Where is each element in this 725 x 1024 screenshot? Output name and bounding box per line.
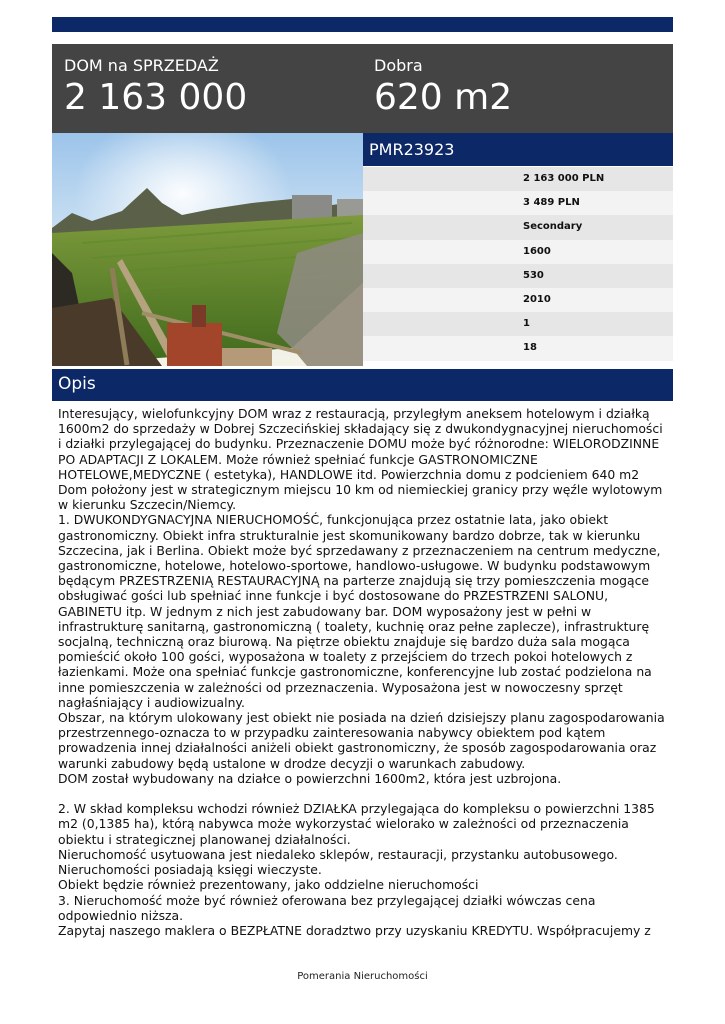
location-label: Dobra bbox=[374, 56, 423, 75]
detail-rooms: 18 bbox=[363, 336, 673, 360]
property-area: 620 m2 bbox=[374, 77, 513, 118]
property-photo bbox=[52, 133, 363, 366]
header-left bbox=[64, 56, 247, 120]
top-accent-bar bbox=[52, 17, 673, 32]
description-heading: Opis bbox=[52, 369, 673, 401]
header-right bbox=[374, 56, 512, 120]
details-table bbox=[363, 167, 673, 361]
description-body: Interesujący, wielofunkcyjny DOM wraz z restauracją, przyległym aneksem hotelowym i działką 1600m2 do sprzedaży w Dobrej Szczecińskiej składający się z dwukondygnacyjnej nieruchomości i działki przylegającej do budynku. Przeznaczenie DOMU może być różnorodne: WIELORODZINNE PO ADAPTACJI Z LOKALEM. Może również spełniać funkcje GASTRONOMICZNE HOTELOWE,MEDYCZNE ( estetyka), HANDLOWE itd. Powierzchnia domu z podcieniem 640 m2 Dom położony jest w strategicznym miejscu 10 km od niemieckiej granicy przy węźle wylotowym w kierunku Szczecin/Niemcy. 1. DWUKONDYGNACYJNA NIERUCHOMOŚĆ, funkcjonująca przez ostatnie lata, jako obiekt gastronomiczny. Obiekt infra strukturalnie jest skomunikowany bardzo dobrze, tak w kierunku Szczecina, jak i Berlina. Obiekt może być sprzedawany z przeznaczeniem na centrum medyczne, gastronomiczne, hotelowe, hotelowo-sportowe, handlowo-usługowe. W budynku podstawowym będącym PRZESTRZENIĄ RESTAURACYJNĄ na parterze znajdują się trzy pomieszczenia mogące obsługiwać gości lub spełniać inne funkcje i być dostosowane do PRZESTRZENI SALONU, GABINETU itp. W jednym z nich jest zabudowany bar. DOM wyposażony jest w pełni w infrastrukturę sanitarną, gastronomiczną ( toalety, kuchnię oraz pełne zaplecze), infrastrukturę socjalną, techniczną oraz biurową. Na piętrze obiektu znajduje się bardzo duża sala mogąca pomieścić około 100 gości, wyposażona w toalety z przejściem do trzech pokoi hotelowych z łazienkami. Może ona spełniać funkcje gastronomiczne, konferencyjne lub zostać podzielona na inne pomieszczenia w zależności od przeznaczenia. Wyposażona jest w nowoczesny sprzęt nagłaśniający i audiowizualny. Obszar, na którym ulokowany jest obiekt nie posiada na dzień dzisiejszy planu zagospodarowania przestrzennego-oznacza to w przypadku zainteresowania nabywcy obiektem pod kątem prowadzenia innej działalności aniżeli obiekt gastronomiczny, że sposób zagospodarowania oraz warunki zabudowy będą ustalone w drodze decyzji o warunkach zabudowy. DOM został wybudowany na działce o powierzchni 1600m2, która jest uzbrojona. 2. W skład kompleksu wchodzi również DZIAŁKA przylegająca do kompleksu o powierzchni 1385 m2 (0,1385 ha), którą nabywca może wykorzystać wielorako w zależności od przeznaczenia obiektu i strategicznej planowanej działalności. Nieruchomość usytuowana jest niedaleko sklepów, restauracji, przystanku autobusowego. Nieruchomości posiadają księgi wieczyste. Obiekt będzie również prezentowany, jako oddzielne nieruchomości 3. Nieruchomość może być również oferowana bez przylegającej działki wówczas cena odpowiednio niższa. Zapytaj naszego maklera o BEZPŁATNE doradztwo przy uzyskaniu KREDYTU. Współpracujemy z bbox=[58, 406, 665, 938]
listing-reference: PMR23923 bbox=[363, 133, 673, 166]
property-type-label: DOM na SPRZEDAŻ bbox=[64, 56, 219, 75]
detail-market: Secondary bbox=[363, 215, 673, 239]
detail-floors: 1 bbox=[363, 312, 673, 336]
footer-agency: Pomerania Nieruchomości bbox=[297, 971, 428, 982]
detail-price-per-m2: 3 489 PLN bbox=[363, 191, 673, 215]
listing-header bbox=[52, 44, 673, 133]
detail-row-5: 530 bbox=[363, 264, 673, 288]
property-price: 2 163 000 bbox=[64, 77, 248, 118]
detail-plot-area: 1600 bbox=[363, 240, 673, 264]
detail-year-built: 2010 bbox=[363, 288, 673, 312]
detail-price: 2 163 000 PLN bbox=[363, 167, 673, 191]
